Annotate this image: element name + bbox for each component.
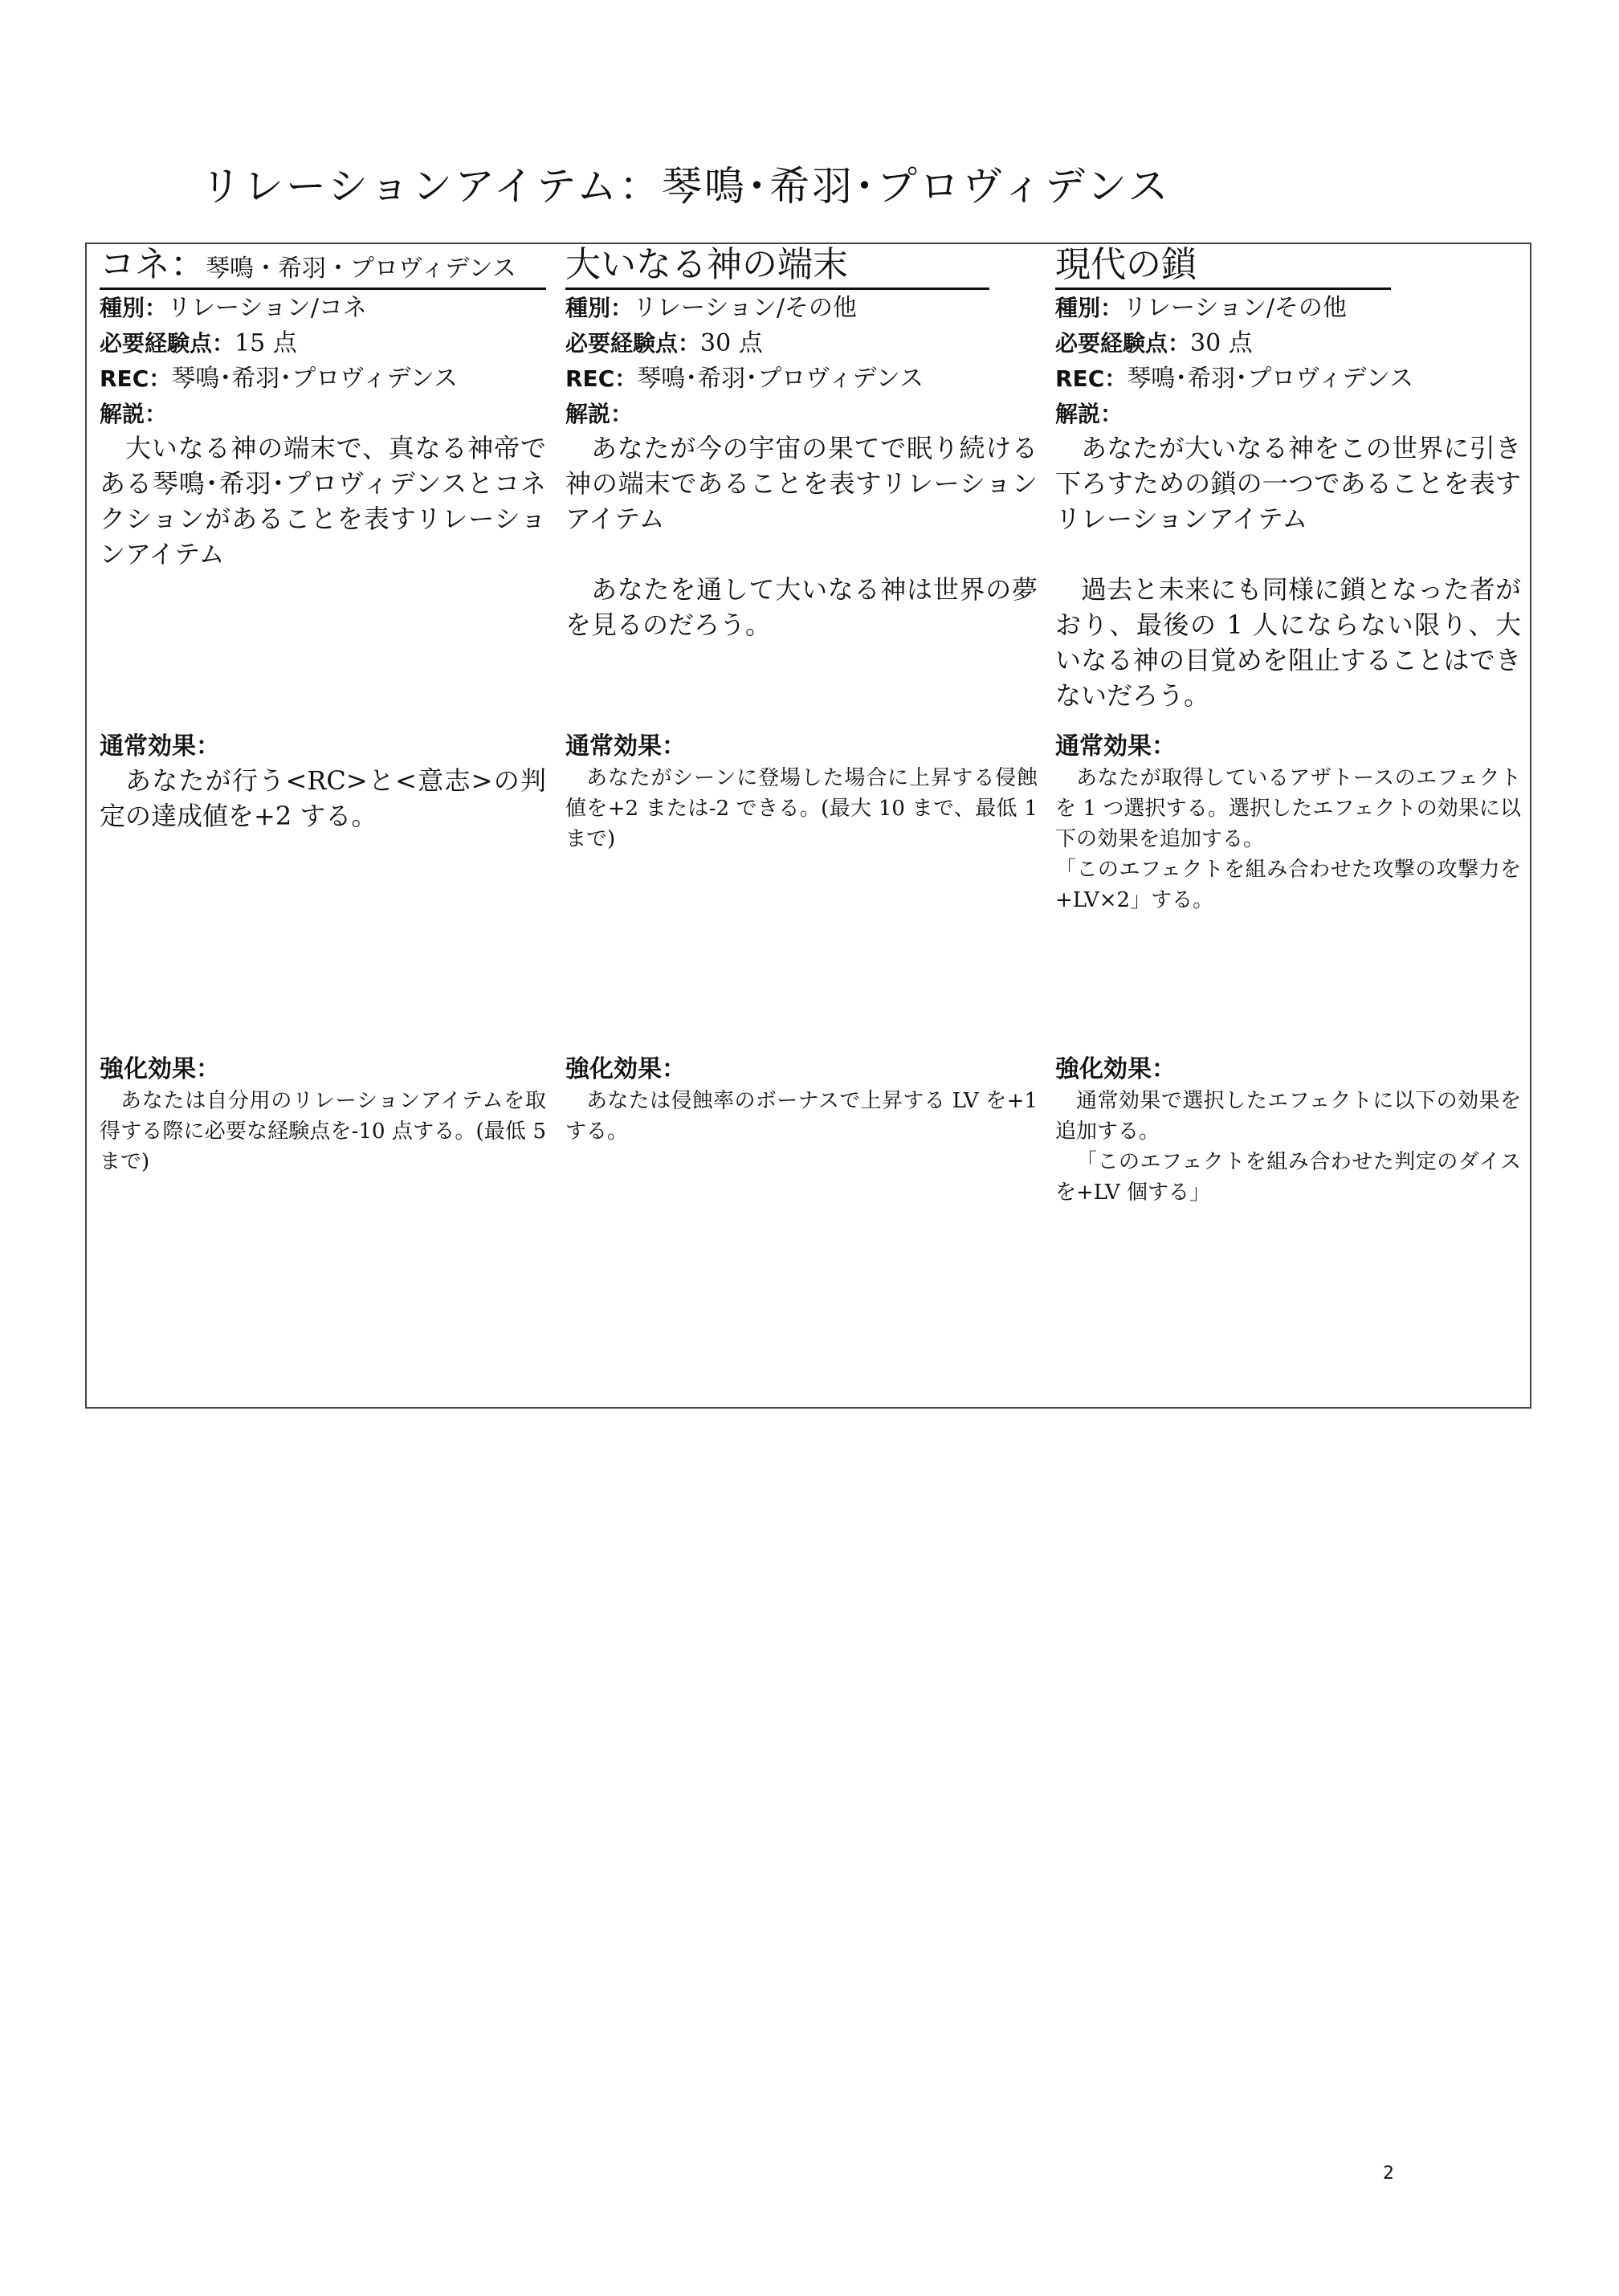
boost-effect-text: あなたは侵蝕率のボーナスで上昇する LV を+1 する。 (565, 1089, 1038, 1144)
kind-label: 種別： (565, 295, 634, 321)
normal-effect-label: 通常効果： (100, 732, 220, 761)
item-name-main: 大いなる神の端末 (565, 244, 848, 285)
kind-value: リレーション/その他 (633, 294, 857, 322)
item-rec (1055, 361, 1413, 397)
item-name-sub: 琴鳴・希羽・プロヴィデンス (206, 255, 516, 283)
item-kind (100, 291, 367, 326)
rec-value: 琴鳴･希羽･プロヴィデンス (637, 365, 924, 393)
kind-value: リレーション/コネ (167, 294, 367, 322)
description-paragraph: あなたが大いなる神をこの世界に引き下ろすための鎖の一つであることを表すリレーションアイテム (1055, 433, 1521, 534)
boost-effect-label: 強化効果： (565, 1055, 686, 1083)
normal-effect-text: あなたが取得しているアザトースのエフェクトを 1 つ選択する。選択したエフェクトの効果に以下の効果を追加する。 (1055, 766, 1521, 851)
boost-effect-text: 通常効果で選択したエフェクトに以下の効果を追加する。 (1055, 1089, 1521, 1144)
item-description (100, 430, 546, 572)
boost-effect-text: あなたは自分用のリレーションアイテムを取得する際に必要な経験点を-10 点する。(最低 5 まで) (100, 1089, 546, 1174)
rec-value: 琴鳴･希羽･プロヴィデンス (171, 365, 458, 393)
item-rec (100, 361, 458, 397)
item-exp (565, 326, 763, 361)
item-exp (1055, 326, 1253, 361)
page-title: リレーションアイテム：琴鳴･希羽･プロヴィデンス (201, 163, 1171, 210)
item-kind (565, 291, 857, 326)
exp-value: 30 点 (700, 329, 763, 357)
boost-effect (100, 1086, 546, 1177)
desc-label: 解説： (1055, 401, 1124, 427)
kind-value: リレーション/その他 (1123, 294, 1347, 322)
item-desc-heading (1055, 397, 1123, 432)
item-name (1055, 243, 1391, 290)
normal-effect (1055, 763, 1521, 916)
exp-label: 必要経験点： (100, 330, 235, 357)
exp-value: 30 点 (1190, 329, 1253, 357)
normal-effect-label: 通常効果： (1055, 732, 1176, 761)
kind-label: 種別： (1055, 295, 1124, 321)
item-exp (100, 326, 297, 361)
normal-effect-text: 「このエフェクトを組み合わせた攻撃の攻撃力を+LV×2」する。 (1055, 858, 1521, 912)
desc-label: 解説： (100, 401, 168, 427)
kind-label: 種別： (100, 295, 168, 321)
boost-effect-text: 「このエフェクトを組み合わせた判定のダイスを+LV 個する」 (1055, 1150, 1521, 1205)
description-paragraph: あなたを通して大いなる神は世界の夢を見るのだろう。 (565, 574, 1038, 640)
boost-effect (565, 1086, 1038, 1147)
exp-value: 15 点 (234, 329, 297, 357)
exp-label: 必要経験点： (565, 330, 701, 357)
desc-label: 解説： (565, 401, 634, 427)
boost-effect-label: 強化効果： (1055, 1055, 1176, 1083)
rec-label: REC： (100, 365, 172, 392)
description-paragraph: 過去と未来にも同様に鎖となった者がおり、最後の 1 人にならない限り、大いなる神の目覚めを阻止することはできないだろう。 (1055, 574, 1521, 711)
item-description (1055, 430, 1521, 713)
normal-effect (565, 763, 1038, 854)
item-desc-heading (565, 397, 633, 432)
normal-effect (100, 763, 546, 834)
rec-label: REC： (1055, 365, 1128, 392)
normal-effect-text: あなたが行う<RC>と<意志>の判定の達成値を+2 する。 (100, 765, 546, 831)
page-number: 2 (1383, 2163, 1394, 2184)
item-kind (1055, 291, 1347, 326)
description-paragraph: あなたが今の宇宙の果てで眠り続ける神の端末であることを表すリレーションアイテム (565, 433, 1038, 534)
rec-value: 琴鳴･希羽･プロヴィデンス (1127, 365, 1413, 393)
description-paragraph: 大いなる神の端末で、真なる神帝である琴鳴･希羽･プロヴィデンスとコネクションがあることを表すリレーションアイテム (100, 433, 546, 569)
exp-label: 必要経験点： (1055, 330, 1191, 357)
normal-effect-label: 通常効果： (565, 732, 686, 761)
item-name (100, 243, 546, 290)
rec-label: REC： (565, 365, 638, 392)
item-desc-heading (100, 397, 167, 432)
item-description (565, 430, 1038, 642)
item-rec (565, 361, 924, 397)
boost-effect (1055, 1086, 1521, 1208)
item-name-main: 現代の鎖 (1055, 244, 1197, 285)
normal-effect-text: あなたがシーンに登場した場合に上昇する侵蝕値を+2 または-2 できる。(最大 10 まで、最低 1 まで) (565, 766, 1038, 851)
item-name-main: コネ： (100, 244, 206, 285)
boost-effect-label: 強化効果： (100, 1055, 220, 1083)
item-name (565, 243, 989, 290)
